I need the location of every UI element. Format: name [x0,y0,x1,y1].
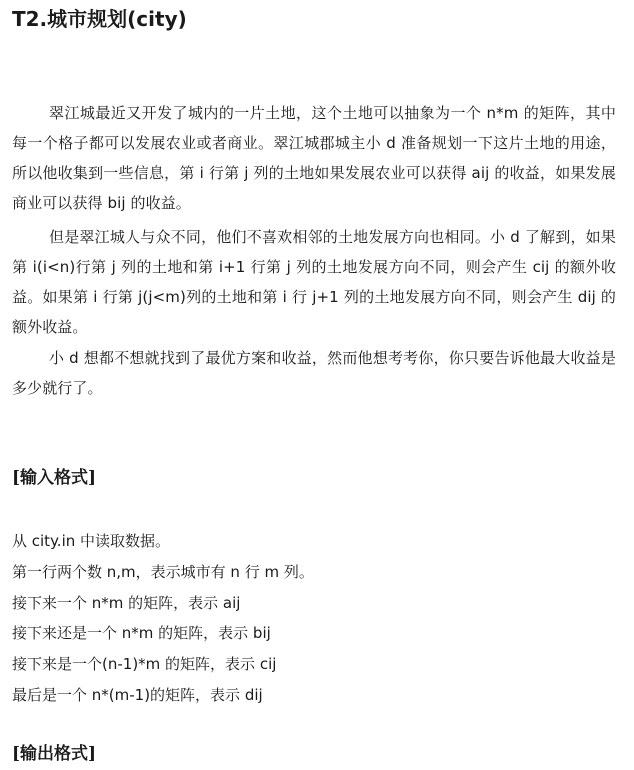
problem-title: T2.城市规划(city) [12,7,187,31]
description-paragraph-1: 翠江城最近又开发了城内的一片土地，这个土地可以抽象为一个 n*m 的矩阵，其中每一个格子都可以发展农业或者商业。翠江城郡城主小 d 准备规划一下这片土地的用途，所以他收集到一些信息，第 i 行第 j 列的土地如果发展农业可以获得 aij 的收益，如果发展商业可以获得 bij 的收益。 [12,104,616,212]
input-format-line-3: 接下来一个 n*m 的矩阵，表示 aij [12,594,241,612]
description-paragraph-2: 但是翠江城人与众不同，他们不喜欢相邻的土地发展方向也相同。小 d 了解到，如果第 i(i<n)行第 j 列的土地和第 i+1 行第 j 列的土地发展方向不同，则会产生 cij 的额外收益。如果第 i 行第 j(j<m)列的土地和第 i 行 j+1 列的土地发展方向不同，则会产生 dij 的额外收益。 [12,228,616,336]
input-format-line-5: 接下来是一个(n-1)*m 的矩阵，表示 cij [12,655,277,673]
input-format-line-1: 从 city.in 中读取数据。 [12,532,171,550]
output-format-heading: [输出格式] [12,744,97,764]
input-format-line-6: 最后是一个 n*(m-1)的矩阵，表示 dij [12,686,263,704]
input-format-line-4: 接下来还是一个 n*m 的矩阵，表示 bij [12,624,271,642]
description-paragraph-3: 小 d 想都不想就找到了最优方案和收益，然而他想考考你，你只要告诉他最大收益是多少就行了。 [12,349,616,397]
input-format-heading: [输入格式] [12,468,97,488]
input-format-line-2: 第一行两个数 n,m，表示城市有 n 行 m 列。 [12,563,314,581]
